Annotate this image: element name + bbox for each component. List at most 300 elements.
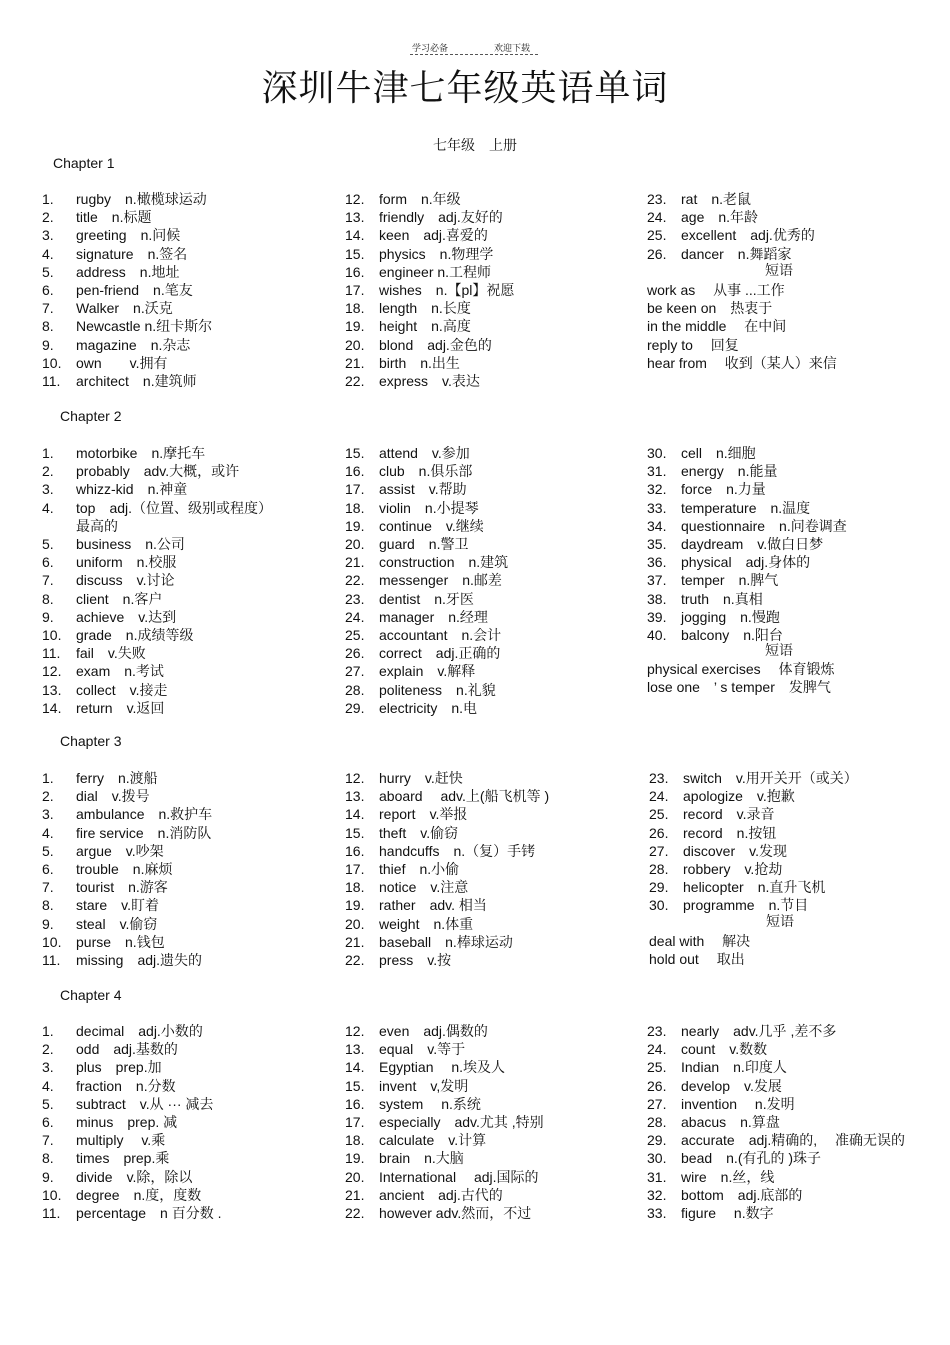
vocab-entry (345, 263, 491, 281)
entry-text: cell n.细胞 (681, 445, 756, 461)
entry-number: 9. (42, 608, 54, 625)
vocab-entry (345, 462, 472, 480)
entry-text: programme n.节目 (683, 897, 809, 914)
entry-text: balcony n.阳台 (681, 627, 783, 643)
vocab-entry (647, 499, 810, 517)
entry-number: 33. (647, 1205, 667, 1221)
phrase-label: 短语 (766, 913, 794, 929)
vocab-entry (42, 1186, 201, 1204)
entry-number: 17. (345, 282, 365, 298)
entry-number: 32. (647, 481, 667, 498)
entry-number: 2. (42, 788, 54, 805)
entry-text: collect v.接走 (76, 681, 168, 698)
vocab-entry (345, 553, 508, 571)
entry-number: 23. (647, 1023, 667, 1039)
vocab-entry (42, 1204, 222, 1222)
header-right: 欢迎下载 (494, 43, 531, 53)
entry-text: helicopter n.直升飞机 (683, 879, 826, 896)
vocab-entry (42, 1040, 178, 1058)
entry-text: birth n.出生 (379, 354, 460, 371)
entry-number: 40. (647, 627, 667, 643)
entry-number: 29. (649, 879, 669, 896)
entry-number: 22. (345, 1205, 365, 1221)
entry-number: 4. (42, 824, 54, 841)
vocab-entry (345, 915, 473, 933)
vocab-entry (647, 226, 815, 244)
entry-number: 21. (345, 1186, 365, 1203)
page-title: 深圳牛津七年级英语单词 (261, 68, 669, 109)
entry-text: record n.按钮 (683, 824, 777, 841)
entry-text: discover v.发现 (683, 842, 787, 859)
entry-text: title n.标题 (76, 209, 152, 226)
entry-text: fail v.失败 (76, 645, 146, 662)
entry-text: switch v.用开关开（或关） (683, 770, 858, 786)
entry-text: however adv.然而，不过 (379, 1205, 532, 1221)
vocab-entry (345, 281, 514, 299)
vocab-entry (647, 1204, 774, 1222)
entry-number: 14. (345, 1059, 365, 1076)
entry-text: guard n.警卫 (379, 536, 469, 552)
vocab-entry (647, 1149, 821, 1167)
vocab-entry (42, 208, 151, 226)
entry-number: 20. (345, 536, 365, 552)
vocab-entry (647, 590, 763, 608)
entry-text: record v.录音 (683, 806, 775, 823)
vocab-entry (345, 444, 470, 462)
vocab-entry (345, 317, 471, 335)
entry-number: 28. (649, 861, 669, 877)
entry-number: 16. (345, 463, 365, 480)
entry-number: 15. (345, 1077, 365, 1094)
entry-text: club n.俱乐部 (379, 463, 473, 480)
entry-number: 10. (42, 354, 62, 371)
entry-text: continue v.继续 (379, 517, 484, 534)
entry-number: 1. (42, 191, 54, 207)
vocab-entry (345, 372, 480, 390)
entry-number: 4. (42, 499, 54, 516)
entry-text: dial v.拨号 (76, 788, 150, 805)
vocab-entry (42, 535, 185, 553)
entry-text: wishes n.【pl】祝愿 (379, 282, 515, 298)
entry-number: 20. (345, 1168, 365, 1185)
vocab-entry (42, 336, 190, 354)
entry-number: 14. (345, 227, 365, 244)
vocab-entry (647, 1095, 795, 1113)
entry-number: 29. (647, 1132, 667, 1149)
entry-text: handcuffs n.（复）手铐 (379, 842, 536, 859)
entry-text: dentist n.牙医 (379, 590, 474, 607)
page-subtitle: 七年级 上册 (433, 137, 517, 153)
vocab-entry (42, 462, 239, 480)
entry-text: physical adj.身体的 (681, 554, 811, 571)
entry-text: ambulance n.救护车 (76, 806, 213, 823)
vocab-entry (42, 517, 118, 535)
entry-text: whizz-kid n.神童 (76, 481, 188, 498)
entry-text: force n.力量 (681, 481, 766, 498)
vocab-entry (42, 1077, 176, 1095)
entry-text: truth n.真相 (681, 590, 763, 607)
entry-text: rat n.老鼠 (681, 191, 752, 207)
entry-number: 11. (42, 373, 61, 389)
vocab-entry (42, 824, 211, 842)
vocab-entry (647, 1058, 787, 1076)
entry-number: 30. (647, 445, 667, 461)
vocab-entry (42, 896, 159, 914)
vocab-entry (345, 1186, 503, 1204)
vocab-entry (42, 1149, 169, 1167)
vocab-entry (649, 824, 776, 842)
entry-text: top adj.（位置、级别或程度） (76, 499, 273, 516)
entry-text: develop v.发展 (681, 1077, 782, 1094)
entry-text: times prep.乘 (76, 1150, 170, 1167)
vocab-entry (345, 896, 487, 914)
entry-text: purse n.钱包 (76, 933, 165, 950)
vocab-entry (42, 860, 172, 878)
entry-text: system n.系统 (379, 1095, 481, 1112)
entry-text: aboard adv.上(船飞机等 ) (379, 788, 550, 805)
entry-text: own v.拥有 (76, 354, 168, 371)
vocab-entry (42, 608, 176, 626)
entry-text: press v.按 (379, 952, 452, 968)
entry-text: decimal adj.小数的 (76, 1023, 203, 1039)
entry-number: 3. (42, 1059, 54, 1076)
entry-number: 13. (345, 1041, 365, 1058)
vocab-entry (345, 644, 500, 662)
entry-text: even adj.偶数的 (379, 1023, 488, 1039)
vocab-entry (345, 787, 549, 805)
vocab-entry (649, 878, 825, 896)
entry-text: missing adj.遗失的 (76, 952, 203, 968)
entry-number: 20. (345, 915, 365, 932)
entry-text: ferry n.渡船 (76, 770, 158, 786)
vocab-entry (42, 480, 187, 498)
entry-number: 27. (647, 1095, 667, 1112)
vocab-entry (42, 699, 164, 717)
vocab-entry (42, 590, 162, 608)
vocab-entry (649, 860, 782, 878)
entry-text: percentage n 百分数 . (76, 1205, 222, 1221)
vocab-entry (42, 372, 197, 390)
entry-text: Walker n.沃克 (76, 300, 173, 317)
entry-number: 27. (345, 663, 365, 680)
entry-number: 5. (42, 536, 54, 552)
entry-text: bottom adj.底部的 (681, 1186, 803, 1203)
entry-text: report v.举报 (379, 806, 468, 823)
entry-number: 8. (42, 590, 54, 607)
vocab-entry (42, 226, 180, 244)
entry-number: 5. (42, 842, 54, 859)
entry-number: 24. (649, 788, 669, 805)
vocab-entry (345, 1149, 464, 1167)
vocab-entry (345, 1131, 486, 1149)
entry-text: invention n.发明 (681, 1095, 795, 1112)
entry-number: 38. (647, 590, 667, 607)
vocab-entry (345, 805, 467, 823)
entry-number: 32. (647, 1186, 667, 1203)
vocab-entry (42, 951, 202, 969)
entry-number: 19. (345, 318, 365, 335)
vocab-entry (42, 662, 164, 680)
entry-text: manager n.经理 (379, 608, 488, 625)
entry-text: violin n.小提琴 (379, 499, 479, 516)
entry-number: 29. (345, 699, 365, 716)
vocab-entry (647, 1077, 782, 1095)
vocab-entry (42, 626, 193, 644)
entry-number: 17. (345, 1114, 365, 1130)
vocab-entry (42, 933, 165, 951)
phrase-entry: be keen on 热衷于 (647, 300, 773, 317)
entry-number: 39. (647, 608, 667, 625)
entry-number: 14. (42, 699, 62, 716)
entry-number: 2. (42, 1041, 54, 1058)
vocab-entry (42, 245, 187, 263)
entry-text: International adj.国际的 (379, 1168, 539, 1185)
entry-text: explain v.解释 (379, 663, 476, 680)
entry-text: count v.数数 (681, 1041, 768, 1058)
vocab-entry (42, 553, 176, 571)
entry-text: rugby n.橄榄球运动 (76, 191, 207, 207)
entry-text: argue v.吵架 (76, 842, 164, 859)
entry-text: invent v,发明 (379, 1077, 469, 1094)
entry-number: 9. (42, 336, 54, 353)
vocab-entry (345, 1204, 531, 1222)
entry-number: 9. (42, 1168, 54, 1185)
entry-text: grade n.成绩等级 (76, 627, 194, 643)
entry-text: express v.表达 (379, 373, 480, 389)
vocab-entry (345, 245, 493, 263)
entry-number: 30. (649, 897, 669, 914)
entry-number: 16. (345, 263, 365, 280)
entry-text: jogging n.慢跑 (681, 608, 780, 625)
vocab-entry (42, 915, 157, 933)
vocab-entry (42, 681, 168, 699)
entry-text: figure n.数字 (681, 1205, 774, 1221)
entry-text: rather adv. 相当 (379, 897, 487, 914)
entry-text: correct adj.正确的 (379, 645, 501, 662)
entry-number: 22. (345, 952, 365, 968)
vocab-entry (42, 787, 150, 805)
entry-number: 19. (345, 517, 365, 534)
entry-text: motorbike n.摩托车 (76, 445, 206, 461)
entry-text: fire service n.消防队 (76, 824, 212, 841)
vocab-entry (42, 571, 175, 589)
entry-text: 最高的 (76, 517, 118, 534)
entry-text: subtract v.从 ··· 减去 (76, 1095, 214, 1112)
entry-text: form n.年级 (379, 191, 461, 207)
entry-number: 6. (42, 861, 54, 877)
entry-number: 19. (345, 897, 365, 914)
entry-number: 35. (647, 536, 667, 552)
entry-number: 4. (42, 245, 54, 262)
vocab-entry (345, 226, 488, 244)
vocab-entry (345, 878, 468, 896)
chapter-heading: Chapter 3 (60, 733, 122, 749)
entry-text: abacus n.算盘 (681, 1114, 780, 1130)
entry-text: friendly adj.友好的 (379, 209, 503, 226)
entry-text: age n.年龄 (681, 209, 759, 226)
entry-number: 28. (345, 681, 365, 698)
entry-number: 7. (42, 572, 54, 589)
entry-text: construction n.建筑 (379, 554, 509, 571)
entry-number: 21. (345, 933, 365, 950)
entry-number: 5. (42, 1095, 54, 1112)
entry-text: excellent adj.优秀的 (681, 227, 815, 244)
entry-number: 28. (647, 1114, 667, 1130)
phrase-label: 短语 (765, 642, 793, 658)
entry-text: messenger n.邮差 (379, 572, 502, 589)
entry-text: assist v.帮助 (379, 481, 467, 498)
vocab-entry (647, 208, 758, 226)
entry-number: 12. (42, 663, 62, 680)
entry-number: 4. (42, 1077, 54, 1094)
entry-text: length n.长度 (379, 300, 471, 317)
vocab-entry (647, 608, 780, 626)
entry-number: 15. (345, 245, 365, 262)
entry-number: 11. (42, 645, 61, 662)
vocab-entry (649, 769, 858, 787)
entry-text: multiply v.乘 (76, 1132, 166, 1149)
entry-text: blond adj.金色的 (379, 336, 492, 353)
vocab-entry (345, 1022, 488, 1040)
entry-text: weight n.体重 (379, 915, 474, 932)
entry-text: degree n.度，度数 (76, 1186, 202, 1203)
entry-text: notice v.注意 (379, 879, 469, 896)
vocab-entry (649, 842, 787, 860)
entry-text: exam n.考试 (76, 663, 164, 680)
entry-number: 7. (42, 300, 54, 317)
vocab-entry (345, 208, 503, 226)
entry-text: fraction n.分数 (76, 1077, 176, 1094)
entry-text: discuss v.讨论 (76, 572, 175, 589)
entry-text: attend v.参加 (379, 445, 470, 461)
entry-text: physics n.物理学 (379, 245, 494, 262)
vocab-entry (345, 517, 484, 535)
entry-text: tourist n.游客 (76, 879, 168, 896)
entry-text: accurate adj.精确的, 准确无误的 (681, 1132, 906, 1149)
entry-number: 26. (345, 645, 365, 662)
entry-number: 33. (647, 499, 667, 516)
vocab-entry (647, 190, 751, 208)
phrase-label: 短语 (765, 262, 793, 278)
header-left: 学习必备 (412, 43, 449, 53)
phrase-entry: work as 从事 ...工作 (647, 282, 785, 298)
vocab-entry (345, 354, 460, 372)
entry-text: client n.客户 (76, 590, 163, 607)
entry-text: signature n.签名 (76, 245, 188, 262)
entry-number: 1. (42, 1023, 54, 1039)
entry-text: temper n.脾气 (681, 572, 779, 589)
vocab-entry (345, 1095, 481, 1113)
vocab-entry (42, 1095, 213, 1113)
vocab-entry (647, 1022, 836, 1040)
entry-number: 11. (42, 952, 61, 968)
entry-text: achieve v.达到 (76, 608, 177, 625)
entry-number: 12. (345, 191, 365, 207)
entry-text: odd adj.基数的 (76, 1041, 178, 1058)
chapter-heading: Chapter 1 (53, 155, 115, 171)
entry-text: calculate v.计算 (379, 1132, 487, 1149)
entry-text: return v.返回 (76, 699, 165, 716)
entry-text: height n.高度 (379, 318, 471, 335)
entry-number: 12. (345, 770, 365, 786)
phrase-entry: reply to 回复 (647, 336, 739, 353)
vocab-entry (647, 535, 823, 553)
entry-text: especially adv.尤其 ,特别 (379, 1114, 544, 1130)
entry-text: daydream v.做白日梦 (681, 536, 824, 552)
entry-text: bead n.(有孔的 )珠子 (681, 1150, 822, 1167)
entry-number: 7. (42, 1132, 54, 1149)
phrase-entry: physical exercises 体育锻炼 (647, 661, 835, 677)
entry-text: ancient adj.古代的 (379, 1186, 503, 1203)
header-divider (410, 54, 538, 55)
vocab-entry (647, 480, 766, 498)
entry-text: apologize v.抱歉 (683, 788, 795, 805)
entry-number: 36. (647, 554, 667, 571)
entry-number: 8. (42, 318, 54, 335)
entry-number: 25. (345, 627, 365, 643)
vocab-entry (345, 860, 459, 878)
entry-number: 13. (42, 681, 62, 698)
vocab-entry (42, 354, 168, 372)
vocab-entry (345, 842, 535, 860)
entry-text: baseball n.棒球运动 (379, 933, 513, 950)
vocab-entry (345, 299, 471, 317)
entry-text: brain n.大脑 (379, 1150, 464, 1167)
entry-number: 17. (345, 481, 365, 498)
entry-number: 8. (42, 1150, 54, 1167)
entry-number: 11. (42, 1205, 61, 1221)
vocab-entry (647, 626, 783, 644)
vocab-entry (42, 805, 212, 823)
entry-number: 25. (647, 227, 667, 244)
entry-number: 15. (345, 824, 365, 841)
entry-text: minus prep. 减 (76, 1114, 178, 1130)
entry-text: politeness n.礼貌 (379, 681, 496, 698)
entry-number: 10. (42, 933, 62, 950)
entry-number: 24. (345, 608, 365, 625)
entry-text: questionnaire n.问卷调查 (681, 517, 847, 534)
phrase-entry: lose one ’ s temper 发脾气 (647, 679, 831, 696)
vocab-entry (42, 878, 168, 896)
entry-text: equal v.等于 (379, 1041, 466, 1058)
entry-number: 26. (649, 824, 669, 841)
entry-number: 30. (647, 1150, 667, 1167)
chapter-heading: Chapter 2 (60, 408, 122, 424)
entry-number: 16. (345, 1095, 365, 1112)
vocab-entry (345, 608, 488, 626)
vocab-entry (345, 480, 467, 498)
vocab-entry (42, 299, 173, 317)
entry-text: business n.公司 (76, 536, 185, 552)
vocab-entry (345, 626, 501, 644)
entry-number: 16. (345, 842, 365, 859)
vocab-entry (42, 281, 193, 299)
entry-number: 25. (649, 806, 669, 823)
entry-number: 1. (42, 445, 54, 461)
vocab-entry (42, 1113, 177, 1131)
vocab-entry (42, 317, 212, 335)
entry-text: wire n.丝，线 (681, 1168, 775, 1185)
vocab-entry (345, 933, 513, 951)
entry-number: 18. (345, 1132, 365, 1149)
entry-text: energy n.能量 (681, 463, 778, 480)
vocab-entry (647, 1131, 905, 1149)
entry-text: nearly adv.几乎 ,差不多 (681, 1023, 837, 1039)
entry-number: 3. (42, 806, 54, 823)
vocab-entry (345, 1058, 505, 1076)
entry-number: 9. (42, 915, 54, 932)
vocab-entry (647, 1040, 767, 1058)
